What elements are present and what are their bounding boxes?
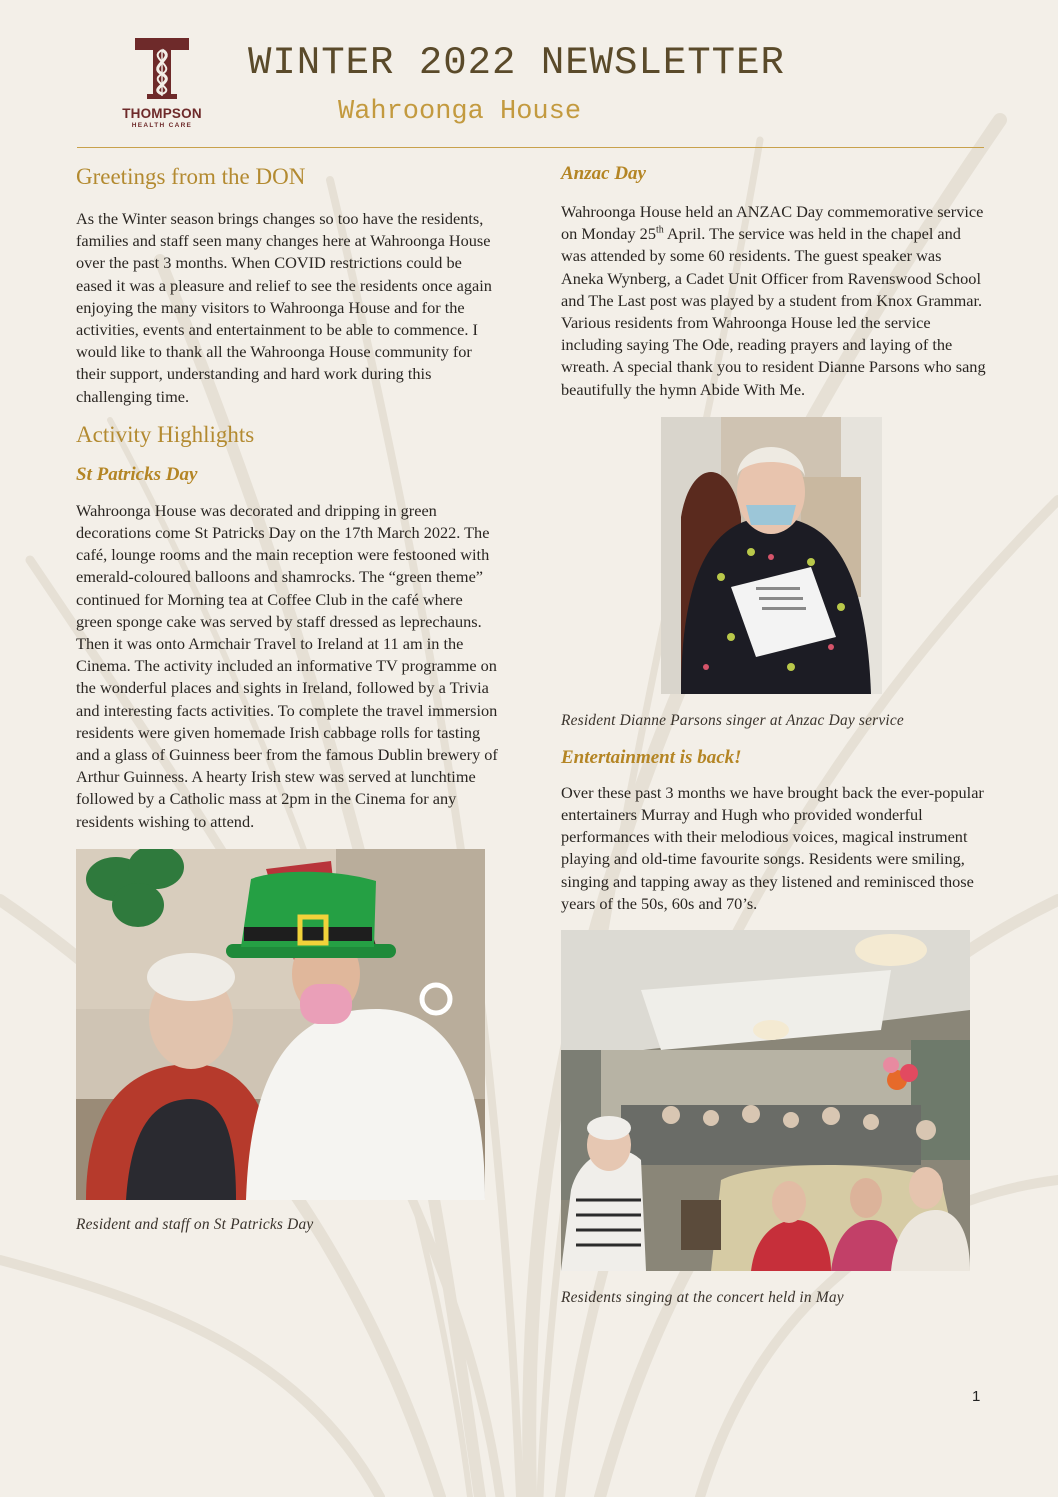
anzac-date-superscript: th xyxy=(655,224,664,236)
don-paragraph: As the Winter season brings changes so too have the residents, families and staff seen many changes here at Wahroonga House over the past 3 months. When COVID restrictions could be eased it was a pleasure and relief to see the residents once again enjoying the many visitors to Wahroonga House and for the activities, events and entertainment to be able to commence. I would like to thank all the Wahroonga House community for their support, understanding and hard work during this challenging time. xyxy=(76,209,492,406)
right-column xyxy=(561,160,986,1308)
thompson-health-care-logo xyxy=(112,36,212,134)
entertainment-heading: Entertainment is back! xyxy=(561,746,742,768)
concert-caption: Residents singing at the concert held in May xyxy=(561,1289,844,1307)
logo-subtitle: HEALTH CARE xyxy=(131,122,193,129)
st-patricks-heading: St Patricks Day xyxy=(76,463,198,485)
anzac-caption: Resident Dianne Parsons singer at Anzac Day service xyxy=(561,711,904,729)
concert-photo xyxy=(561,930,970,1271)
anzac-photo xyxy=(661,417,882,694)
anzac-text-start: Wahroonga House held an ANZAC Day commemorative service on Monday 25 xyxy=(561,202,984,244)
logo-name: THOMPSON xyxy=(122,106,202,121)
activity-highlights-heading: Activity Highlights xyxy=(76,421,255,447)
caduceus-t-icon xyxy=(133,36,191,100)
st-patricks-photo xyxy=(76,849,485,1200)
header-divider xyxy=(77,147,984,148)
anzac-heading: Anzac Day xyxy=(561,163,646,184)
anzac-paragraph xyxy=(561,201,986,401)
st-patricks-caption: Resident and staff on St Patricks Day xyxy=(76,1215,314,1233)
don-heading: Greetings from the DON xyxy=(76,164,306,189)
st-patricks-paragraph: Wahroonga House was decorated and dripping in green decorations come St Patricks Day on the 17th March 2022. The café, lounge rooms and the main reception were festooned with emerald-coloured balloons and shamrocks. The “green theme” continued for Morning tea at Coffee Club in the café where green sponge cake was served by staff dressed as leprechauns. Then it was onto Armchair Travel to Ireland at 11 am in the Cinema. The activity included an informative TV programme on the wonderful places and sights in Ireland, followed by a Trivia and interesting facts activities. To complete the travel immersion residents were given homemade Irish cabbage rolls for tasting and a glass of Guinness beer from the famous Dublin brewery of Arthur Guinness. A hearty Irish stew was served at lunchtime followed by a Catholic mass at 2pm in the Cinema for any residents wishing to attend. xyxy=(76,500,498,831)
page-number: 1 xyxy=(972,1388,981,1405)
newsletter-title: WINTER 2022 NEWSLETTER xyxy=(248,41,785,85)
entertainment-paragraph: Over these past 3 months we have brought back the ever-popular entertainers Murray and Hugh who provided wonderful performances with their melodious voices, magical instrument playing and old-time favourite songs. Residents were smiling, singing and tapping away as they listened and reminisced those years of the 50s, 60s and 70’s. xyxy=(561,782,984,913)
newsletter-subtitle: Wahroonga House xyxy=(338,97,582,127)
anzac-text-end: April. The service was held in the chapel and was attended by some 60 residents. The guest speaker was Aneka Wynberg, a Cadet Unit Officer from Ravenswood School and The Last post was played by a student from Knox Grammar. Various residents from Wahroonga House led the service including saying The Ode, reading prayers and laying of the wreath. A special thank you to resident Dianne Parsons who sang beautifully the hymn Abide With Me. xyxy=(561,224,986,399)
left-column xyxy=(76,160,499,1235)
